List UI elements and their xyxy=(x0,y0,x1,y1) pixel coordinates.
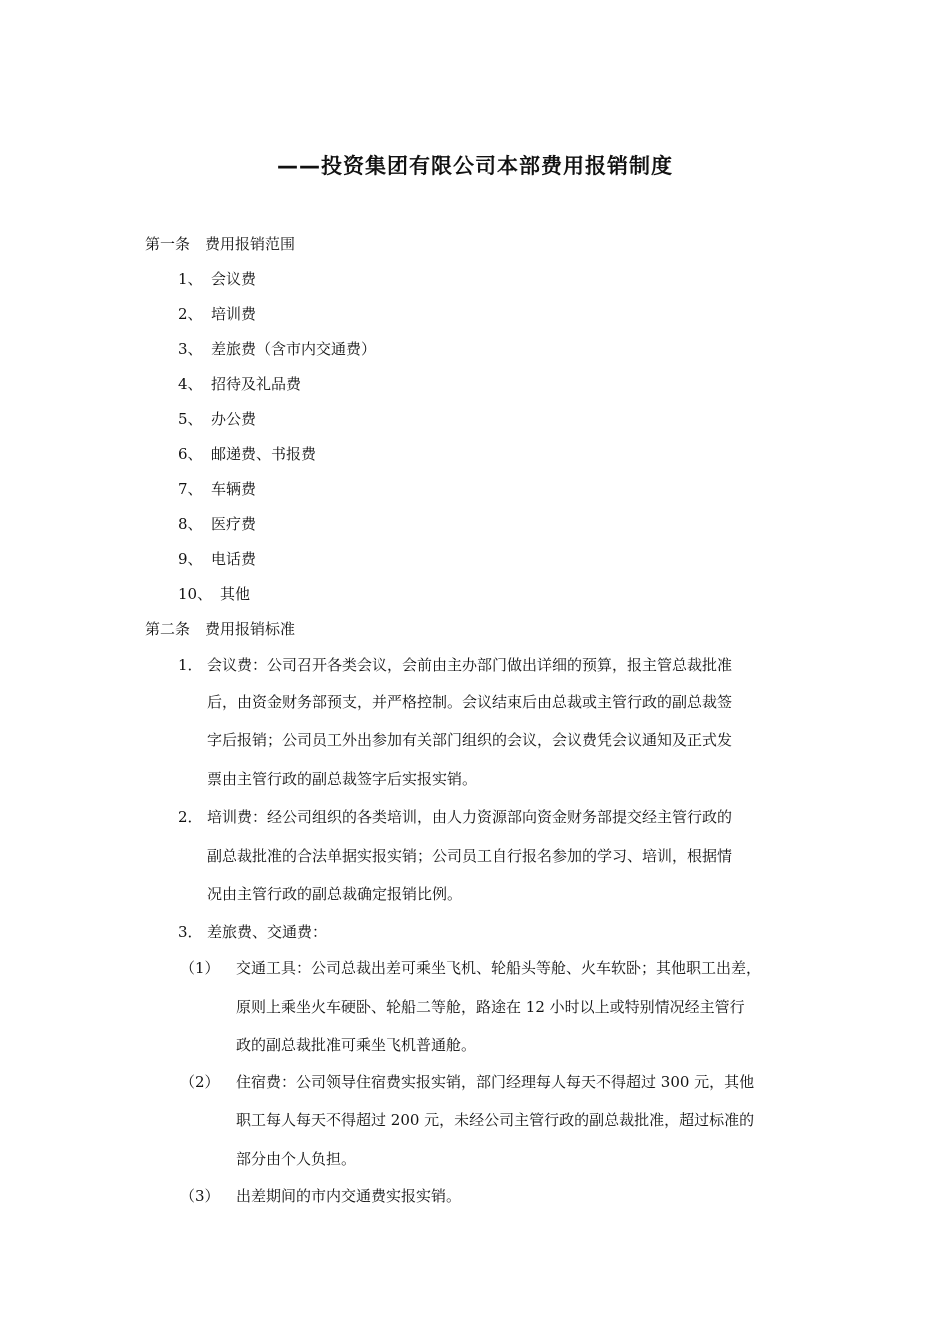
list-item-text: 会议费 xyxy=(211,270,257,288)
article-1-heading: 第一条 费用报销范围 xyxy=(145,235,296,253)
list-item-text: 医疗费 xyxy=(211,515,257,533)
list-item-text: 招待及礼品费 xyxy=(211,375,302,393)
list-item xyxy=(178,584,250,604)
subsection-number: （3） xyxy=(180,1187,220,1205)
section-heading: 差旅费、交通费： xyxy=(207,923,328,941)
list-item-number: 6、 xyxy=(178,445,203,463)
list-item-number: 1、 xyxy=(178,270,203,288)
paragraph-line: 原则上乘坐火车硬卧、轮船二等舱，路途在 12 小时以上或特别情况经主管行 xyxy=(236,998,745,1016)
list-item xyxy=(178,374,301,394)
paragraph-line: 培训费：经公司组织的各类培训，由人力资源部向资金财务部提交经主管行政的 xyxy=(207,808,733,826)
subsection-number: （2） xyxy=(180,1073,220,1091)
document-title: ——投资集团有限公司本部费用报销制度 xyxy=(277,154,673,178)
paragraph-line: 副总裁批准的合法单据实报实销；公司员工自行报名参加的学习、培训，根据情 xyxy=(207,847,733,865)
paragraph-line: 会议费：公司召开各类会议，会前由主办部门做出详细的预算，报主管总裁批准 xyxy=(207,656,733,674)
list-item xyxy=(178,409,256,429)
list-item-text: 其他 xyxy=(220,585,251,603)
section-number: 3． xyxy=(178,923,203,941)
list-item-number: 10、 xyxy=(178,585,213,603)
paragraph-line: 交通工具：公司总裁出差可乘坐飞机、轮船头等舱、火车软卧；其他职工出差， xyxy=(236,959,762,977)
list-item xyxy=(178,269,256,289)
paragraph-line: 住宿费：公司领导住宿费实报实销，部门经理每人每天不得超过 300 元，其他 xyxy=(236,1073,755,1091)
paragraph-line: 况由主管行政的副总裁确定报销比例。 xyxy=(207,885,463,903)
list-item-number: 5、 xyxy=(178,410,203,428)
list-item xyxy=(178,304,256,324)
section-number: 2． xyxy=(178,808,203,826)
list-item xyxy=(178,549,256,569)
list-item-text: 培训费 xyxy=(211,305,257,323)
paragraph-line: 政的副总裁批准可乘坐飞机普通舱。 xyxy=(236,1036,477,1054)
list-item-number: 2、 xyxy=(178,305,203,323)
list-item-number: 9、 xyxy=(178,550,203,568)
list-item-number: 4、 xyxy=(178,375,203,393)
list-item-text: 邮递费、书报费 xyxy=(211,445,317,463)
paragraph-line: 部分由个人负担。 xyxy=(236,1150,357,1168)
list-item-number: 3、 xyxy=(178,340,203,358)
paragraph-line: 出差期间的市内交通费实报实销。 xyxy=(236,1187,462,1205)
list-item-text: 车辆费 xyxy=(211,480,257,498)
list-item xyxy=(178,514,256,534)
subsection-number: （1） xyxy=(180,959,220,977)
list-item-text: 办公费 xyxy=(211,410,257,428)
list-item-text: 差旅费（含市内交通费） xyxy=(211,340,377,358)
paragraph-line: 票由主管行政的副总裁签字后实报实销。 xyxy=(207,770,478,788)
list-item-number: 7、 xyxy=(178,480,203,498)
list-item xyxy=(178,444,316,464)
paragraph-line: 职工每人每天不得超过 200 元，未经公司主管行政的副总裁批准，超过标准的 xyxy=(236,1111,755,1129)
list-item-number: 8、 xyxy=(178,515,203,533)
list-item xyxy=(178,339,376,359)
list-item xyxy=(178,479,256,499)
paragraph-line: 字后报销；公司员工外出参加有关部门组织的会议，会议费凭会议通知及正式发 xyxy=(207,731,733,749)
paragraph-line: 后，由资金财务部预支，并严格控制。会议结束后由总裁或主管行政的副总裁签 xyxy=(207,693,733,711)
article-2-heading: 第二条 费用报销标准 xyxy=(145,620,296,638)
section-number: 1． xyxy=(178,656,203,674)
list-item-text: 电话费 xyxy=(211,550,257,568)
